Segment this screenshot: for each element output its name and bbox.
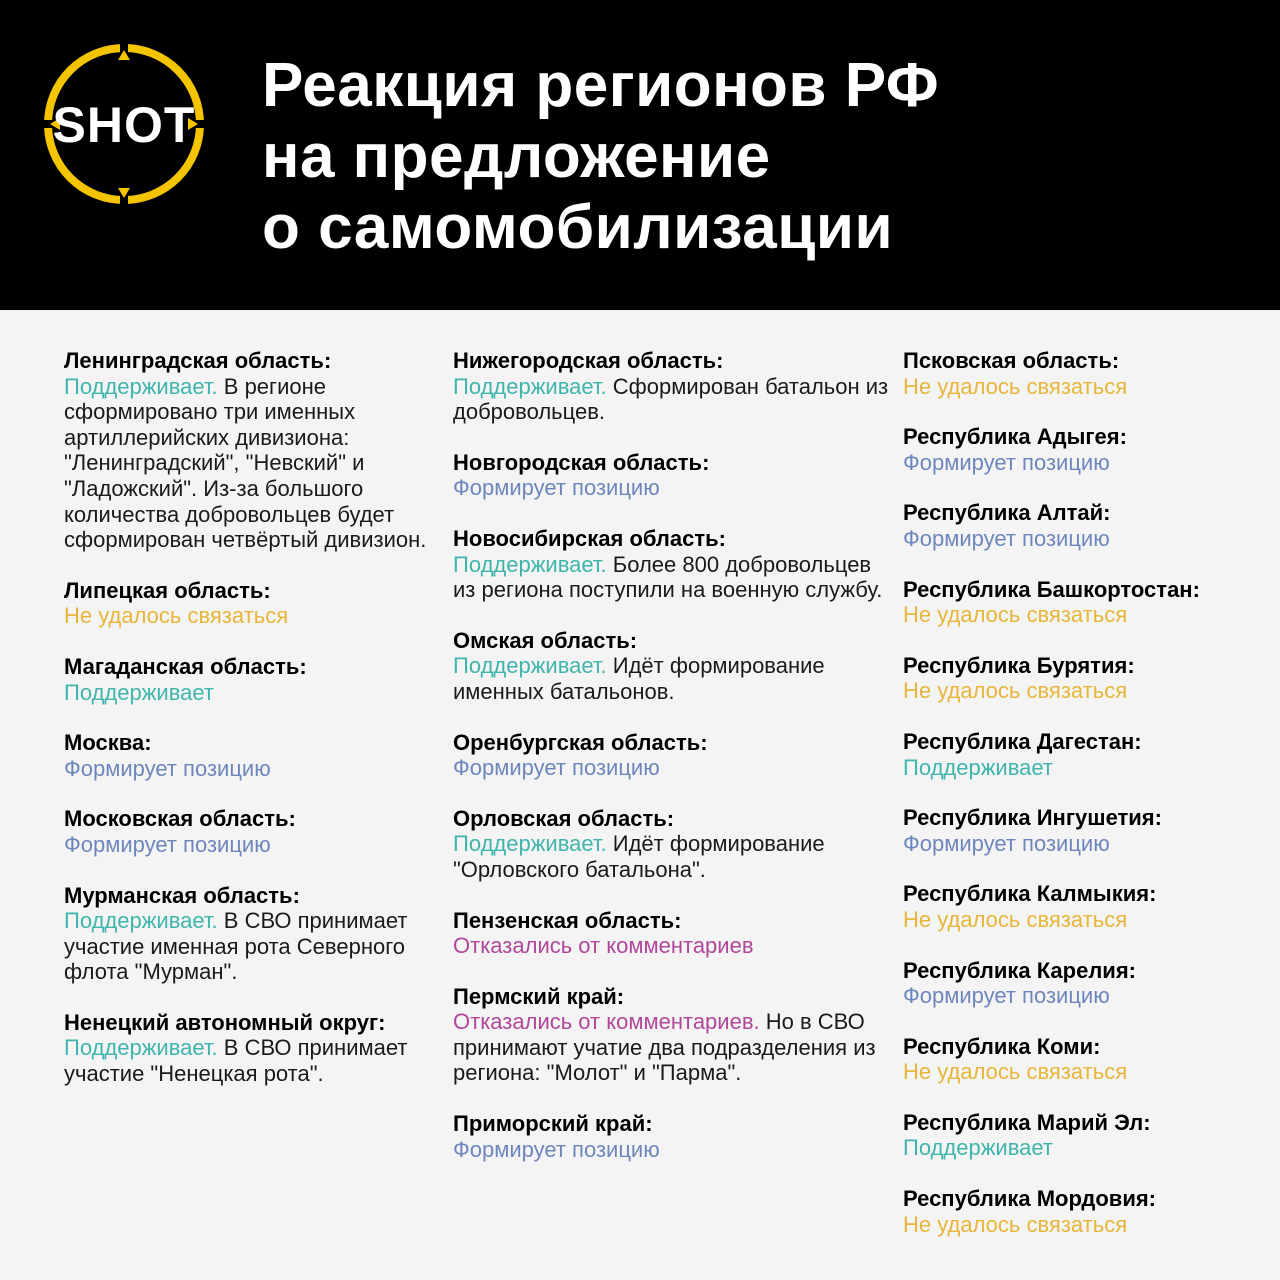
region-entry bbox=[903, 881, 1273, 932]
region-status: Формирует позицию bbox=[64, 755, 271, 781]
region-entry bbox=[453, 1111, 893, 1162]
column-3 bbox=[903, 348, 1273, 1262]
region-entry bbox=[903, 500, 1273, 551]
region-entry bbox=[903, 653, 1273, 704]
region-note: В СВО принимает участие именная рота Северного флота "Мурман". bbox=[64, 908, 408, 985]
region-entry bbox=[64, 654, 434, 705]
region-name: Москва: bbox=[64, 730, 152, 756]
shot-logo bbox=[38, 38, 210, 210]
region-name: Республика Калмыкия: bbox=[903, 881, 1157, 907]
region-name: Мурманская область: bbox=[64, 882, 300, 908]
region-status: Поддерживает. bbox=[64, 1035, 218, 1061]
region-name: Республика Карелия: bbox=[903, 957, 1136, 983]
region-entry bbox=[453, 908, 893, 959]
column-2 bbox=[453, 348, 893, 1187]
header bbox=[0, 0, 1280, 310]
region-entry bbox=[64, 348, 434, 553]
region-note: В регионе сформировано три именных артиллерийских дивизиона: "Ленинградский", "Невский" и "Ладожский". Из-за большого количества добровольцев будет сформирован четвёртый дивизион. bbox=[64, 373, 427, 553]
region-status: Поддерживает. bbox=[453, 653, 607, 679]
region-entry bbox=[903, 577, 1273, 628]
region-entry bbox=[903, 1186, 1273, 1237]
column-1 bbox=[64, 348, 434, 1112]
page-title bbox=[262, 50, 939, 263]
region-name: Омская область: bbox=[453, 627, 638, 653]
region-entry bbox=[64, 730, 434, 781]
region-name: Новгородская область: bbox=[453, 449, 710, 475]
region-status: Поддерживает. bbox=[453, 551, 607, 577]
region-status: Не удалось связаться bbox=[903, 678, 1128, 704]
region-status: Не удалось связаться bbox=[903, 1059, 1128, 1085]
region-name: Приморский край: bbox=[453, 1111, 653, 1137]
region-entry bbox=[453, 348, 893, 425]
region-status: Не удалось связаться bbox=[903, 373, 1128, 399]
region-name: Новосибирская область: bbox=[453, 525, 727, 551]
region-status: Формирует позицию bbox=[453, 475, 660, 501]
region-entry bbox=[903, 1034, 1273, 1085]
region-status: Поддерживает. bbox=[453, 373, 607, 399]
region-status: Формирует позицию bbox=[64, 831, 271, 857]
region-name: Магаданская область: bbox=[64, 653, 307, 679]
region-status: Поддерживает bbox=[64, 679, 214, 705]
region-entry bbox=[64, 578, 434, 629]
region-name: Орловская область: bbox=[453, 805, 675, 831]
region-status: Формирует позицию bbox=[903, 983, 1110, 1009]
title-line-1: Реакция регионов РФ bbox=[262, 51, 940, 120]
region-name: Республика Дагестан: bbox=[903, 728, 1142, 754]
region-status: Не удалось связаться bbox=[903, 1211, 1128, 1237]
region-name: Республика Коми: bbox=[903, 1033, 1101, 1059]
region-entry bbox=[64, 883, 434, 985]
region-status: Формирует позицию bbox=[453, 1136, 660, 1162]
region-name: Нижегородская область: bbox=[453, 348, 724, 373]
logo-text: SHOT bbox=[52, 97, 196, 153]
region-entry bbox=[903, 348, 1273, 399]
region-note: Но в СВО принимают учатие два подразделения из региона: "Молот" и "Парма". bbox=[453, 1009, 876, 1086]
region-name: Республика Башкортостан: bbox=[903, 576, 1200, 602]
region-name: Пермский край: bbox=[453, 983, 625, 1009]
region-name: Республика Бурятия: bbox=[903, 652, 1135, 678]
region-note: Идёт формирование именных батальонов. bbox=[453, 653, 825, 704]
region-name: Липецкая область: bbox=[64, 577, 271, 603]
region-entry bbox=[903, 1110, 1273, 1161]
region-status: Отказались от комментариев. bbox=[453, 1009, 760, 1035]
region-name: Республика Ингушетия: bbox=[903, 805, 1162, 831]
region-note: Идёт формирование "Орловского батальона". bbox=[453, 831, 825, 882]
region-note: Более 800 добровольцев из региона поступили на военную службу. bbox=[453, 551, 883, 603]
region-entry bbox=[903, 805, 1273, 856]
region-note: Сформирован батальон из добровольцев. bbox=[453, 373, 889, 425]
region-status: Формирует позицию bbox=[903, 449, 1110, 475]
region-status: Поддерживает bbox=[903, 754, 1053, 780]
region-name: Оренбургская область: bbox=[453, 729, 708, 755]
region-entry bbox=[453, 450, 893, 501]
region-name: Псковская область: bbox=[903, 348, 1120, 373]
title-line-2: на предложение bbox=[262, 122, 771, 191]
region-status: Поддерживает bbox=[903, 1135, 1053, 1161]
region-entry bbox=[453, 984, 893, 1086]
region-entry bbox=[903, 424, 1273, 475]
region-status: Отказались от комментариев bbox=[453, 933, 754, 959]
region-status: Поддерживает. bbox=[453, 831, 607, 857]
region-entry bbox=[453, 806, 893, 883]
region-entry bbox=[903, 729, 1273, 780]
region-entry bbox=[453, 526, 893, 603]
region-note: В СВО принимает участие "Ненецкая рота". bbox=[64, 1035, 408, 1087]
region-name: Московская область: bbox=[64, 806, 296, 832]
region-status: Не удалось связаться bbox=[903, 602, 1128, 628]
region-entry bbox=[903, 958, 1273, 1009]
region-name: Ленинградская область: bbox=[64, 348, 332, 373]
region-status: Не удалось связаться bbox=[64, 603, 289, 629]
region-name: Республика Алтай: bbox=[903, 500, 1111, 526]
region-entry bbox=[453, 628, 893, 705]
region-status: Поддерживает. bbox=[64, 373, 218, 399]
region-status: Не удалось связаться bbox=[903, 906, 1128, 932]
region-status: Поддерживает. bbox=[64, 908, 218, 934]
region-name: Пензенская область: bbox=[453, 907, 682, 933]
region-entry bbox=[64, 1010, 434, 1087]
region-status: Формирует позицию bbox=[903, 525, 1110, 551]
region-name: Республика Мордовия: bbox=[903, 1186, 1156, 1212]
title-line-3: о самомобилизации bbox=[262, 193, 894, 262]
region-name: Республика Марий Эл: bbox=[903, 1109, 1151, 1135]
region-status: Формирует позицию bbox=[453, 755, 660, 781]
region-entry bbox=[64, 806, 434, 857]
region-entry bbox=[453, 730, 893, 781]
region-status: Формирует позицию bbox=[903, 830, 1110, 856]
region-name: Республика Адыгея: bbox=[903, 424, 1127, 450]
region-name: Ненецкий автономный округ: bbox=[64, 1009, 386, 1035]
